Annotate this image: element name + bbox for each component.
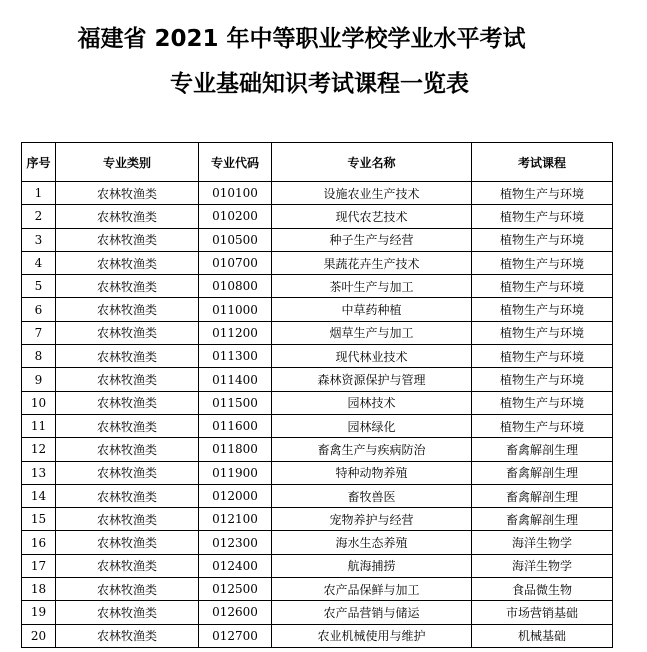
cell-exam-course: 植物生产与环境 xyxy=(472,275,613,298)
cell-major-name: 园林绿化 xyxy=(272,414,472,437)
table-row xyxy=(22,508,613,531)
cell-index: 6 xyxy=(22,298,56,321)
cell-exam-course: 海洋生物学 xyxy=(472,531,613,554)
table-row xyxy=(22,578,613,601)
cell-exam-course: 市场营销基础 xyxy=(472,601,613,624)
cell-exam-course: 食品微生物 xyxy=(472,578,613,601)
document-subtitle: 专业基础知识考试课程一览表 xyxy=(170,71,469,97)
cell-index: 13 xyxy=(22,461,56,484)
cell-major-name: 现代农艺技术 xyxy=(272,205,472,228)
cell-category: 农林牧渔类 xyxy=(56,438,199,461)
cell-code: 012400 xyxy=(199,554,272,577)
cell-exam-course: 畜禽解剖生理 xyxy=(472,461,613,484)
cell-major-name: 茶叶生产与加工 xyxy=(272,275,472,298)
cell-code: 011800 xyxy=(199,438,272,461)
cell-category: 农林牧渔类 xyxy=(56,298,199,321)
cell-exam-course: 畜禽解剖生理 xyxy=(472,484,613,507)
table-row xyxy=(22,438,613,461)
cell-category: 农林牧渔类 xyxy=(56,182,199,205)
cell-exam-course: 畜禽解剖生理 xyxy=(472,508,613,531)
cell-exam-course: 植物生产与环境 xyxy=(472,228,613,251)
header-category: 专业类别 xyxy=(56,143,199,182)
cell-index: 15 xyxy=(22,508,56,531)
cell-code: 012600 xyxy=(199,601,272,624)
cell-major-name: 园林技术 xyxy=(272,391,472,414)
cell-index: 14 xyxy=(22,484,56,507)
table-row xyxy=(22,601,613,624)
table-row xyxy=(22,182,613,205)
header-code: 专业代码 xyxy=(199,143,272,182)
cell-major-name: 农产品保鲜与加工 xyxy=(272,578,472,601)
cell-index: 5 xyxy=(22,275,56,298)
cell-code: 011300 xyxy=(199,345,272,368)
cell-major-name: 特种动物养殖 xyxy=(272,461,472,484)
cell-index: 20 xyxy=(22,624,56,647)
table-body xyxy=(22,182,613,648)
table-row xyxy=(22,414,613,437)
cell-category: 农林牧渔类 xyxy=(56,461,199,484)
cell-exam-course: 植物生产与环境 xyxy=(472,298,613,321)
cell-code: 010700 xyxy=(199,251,272,274)
cell-category: 农林牧渔类 xyxy=(56,484,199,507)
cell-code: 011200 xyxy=(199,321,272,344)
cell-index: 9 xyxy=(22,368,56,391)
cell-category: 农林牧渔类 xyxy=(56,251,199,274)
cell-category: 农林牧渔类 xyxy=(56,228,199,251)
header-exam-course: 考试课程 xyxy=(472,143,613,182)
cell-code: 010800 xyxy=(199,275,272,298)
cell-exam-course: 植物生产与环境 xyxy=(472,345,613,368)
cell-exam-course: 植物生产与环境 xyxy=(472,182,613,205)
table-row xyxy=(22,554,613,577)
cell-code: 011000 xyxy=(199,298,272,321)
cell-exam-course: 畜禽解剖生理 xyxy=(472,438,613,461)
cell-category: 农林牧渔类 xyxy=(56,578,199,601)
cell-index: 8 xyxy=(22,345,56,368)
cell-category: 农林牧渔类 xyxy=(56,321,199,344)
table-row xyxy=(22,298,613,321)
cell-code: 012700 xyxy=(199,624,272,647)
cell-index: 11 xyxy=(22,414,56,437)
cell-exam-course: 机械基础 xyxy=(472,624,613,647)
cell-major-name: 种子生产与经营 xyxy=(272,228,472,251)
cell-category: 农林牧渔类 xyxy=(56,531,199,554)
table-row xyxy=(22,228,613,251)
cell-code: 010500 xyxy=(199,228,272,251)
cell-category: 农林牧渔类 xyxy=(56,205,199,228)
cell-major-name: 海水生态养殖 xyxy=(272,531,472,554)
cell-exam-course: 海洋生物学 xyxy=(472,554,613,577)
cell-index: 3 xyxy=(22,228,56,251)
cell-major-name: 畜禽生产与疾病防治 xyxy=(272,438,472,461)
cell-major-name: 农产品营销与储运 xyxy=(272,601,472,624)
table-row xyxy=(22,345,613,368)
cell-code: 011400 xyxy=(199,368,272,391)
cell-major-name: 果蔬花卉生产技术 xyxy=(272,251,472,274)
table-row xyxy=(22,624,613,647)
cell-category: 农林牧渔类 xyxy=(56,368,199,391)
cell-major-name: 畜牧兽医 xyxy=(272,484,472,507)
cell-code: 010100 xyxy=(199,182,272,205)
cell-index: 19 xyxy=(22,601,56,624)
cell-major-name: 航海捕捞 xyxy=(272,554,472,577)
cell-index: 10 xyxy=(22,391,56,414)
table-row xyxy=(22,391,613,414)
cell-exam-course: 植物生产与环境 xyxy=(472,391,613,414)
cell-major-name: 中草药种植 xyxy=(272,298,472,321)
cell-category: 农林牧渔类 xyxy=(56,508,199,531)
cell-index: 2 xyxy=(22,205,56,228)
cell-code: 012500 xyxy=(199,578,272,601)
cell-index: 18 xyxy=(22,578,56,601)
cell-code: 012300 xyxy=(199,531,272,554)
cell-index: 17 xyxy=(22,554,56,577)
cell-code: 011900 xyxy=(199,461,272,484)
cell-category: 农林牧渔类 xyxy=(56,391,199,414)
cell-code: 012100 xyxy=(199,508,272,531)
document-title: 福建省 2021 年中等职业学校学业水平考试 xyxy=(77,26,526,52)
table-row xyxy=(22,368,613,391)
cell-index: 1 xyxy=(22,182,56,205)
course-table xyxy=(21,142,613,648)
cell-category: 农林牧渔类 xyxy=(56,414,199,437)
cell-major-name: 烟草生产与加工 xyxy=(272,321,472,344)
cell-code: 010200 xyxy=(199,205,272,228)
cell-exam-course: 植物生产与环境 xyxy=(472,368,613,391)
cell-category: 农林牧渔类 xyxy=(56,624,199,647)
cell-category: 农林牧渔类 xyxy=(56,554,199,577)
cell-exam-course: 植物生产与环境 xyxy=(472,205,613,228)
cell-category: 农林牧渔类 xyxy=(56,345,199,368)
table-header-row xyxy=(22,143,613,182)
table-row xyxy=(22,275,613,298)
cell-category: 农林牧渔类 xyxy=(56,275,199,298)
table-row xyxy=(22,321,613,344)
cell-exam-course: 植物生产与环境 xyxy=(472,251,613,274)
cell-major-name: 现代林业技术 xyxy=(272,345,472,368)
header-major-name: 专业名称 xyxy=(272,143,472,182)
cell-major-name: 宠物养护与经营 xyxy=(272,508,472,531)
header-index: 序号 xyxy=(22,143,56,182)
cell-code: 011500 xyxy=(199,391,272,414)
cell-major-name: 农业机械使用与维护 xyxy=(272,624,472,647)
cell-exam-course: 植物生产与环境 xyxy=(472,414,613,437)
cell-code: 012000 xyxy=(199,484,272,507)
cell-code: 011600 xyxy=(199,414,272,437)
table-row xyxy=(22,484,613,507)
table-row xyxy=(22,531,613,554)
cell-category: 农林牧渔类 xyxy=(56,601,199,624)
table-row xyxy=(22,461,613,484)
cell-index: 16 xyxy=(22,531,56,554)
cell-major-name: 设施农业生产技术 xyxy=(272,182,472,205)
cell-major-name: 森林资源保护与管理 xyxy=(272,368,472,391)
cell-index: 4 xyxy=(22,251,56,274)
table-row xyxy=(22,205,613,228)
cell-index: 7 xyxy=(22,321,56,344)
table-row xyxy=(22,251,613,274)
cell-exam-course: 植物生产与环境 xyxy=(472,321,613,344)
cell-index: 12 xyxy=(22,438,56,461)
